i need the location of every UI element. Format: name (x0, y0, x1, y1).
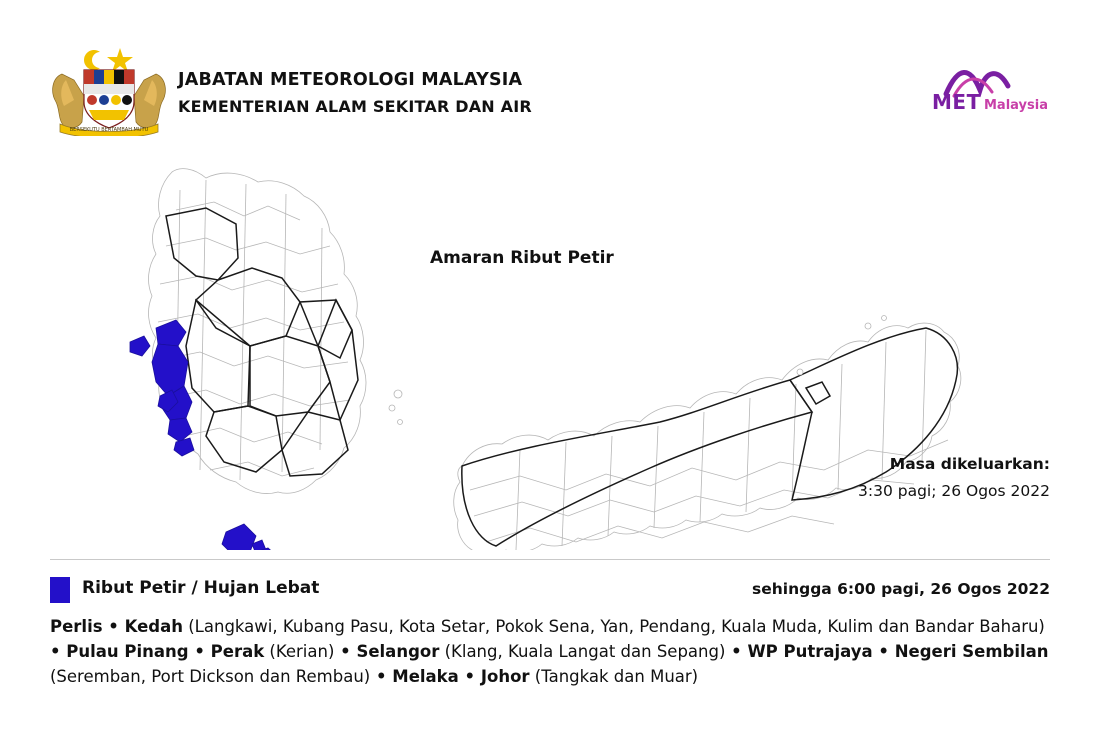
map-title: Amaran Ribut Petir (430, 248, 614, 268)
legend-row (50, 575, 1050, 605)
east-malaysia (454, 316, 961, 551)
legend-label: Ribut Petir / Hujan Lebat (82, 578, 320, 598)
area-state-name: WP Putrajaya (747, 642, 873, 661)
area-districts: (Klang, Kuala Langat dan Sepang) (439, 642, 726, 661)
area-state-name: Pulau Pinang (66, 642, 189, 661)
area-separator: • (370, 667, 393, 686)
affected-areas-list (50, 614, 1051, 689)
section-divider (50, 559, 1050, 560)
brand-malaysia-text: Malaysia (984, 98, 1048, 113)
area-separator: • (188, 642, 211, 661)
east-coast-islands (389, 390, 403, 425)
area-state-name: Perak (210, 642, 265, 661)
legend-valid-until: sehingga 6:00 pagi, 26 Ogos 2022 (751, 580, 1050, 598)
area-state-name: Johor (480, 667, 530, 686)
area-separator: • (102, 617, 125, 636)
svg-text:BERSEKUTU BERTAMBAH MUTU: BERSEKUTU BERTAMBAH MUTU (69, 127, 149, 133)
org-title: JABATAN METEOROLOGI MALAYSIA (178, 70, 523, 90)
brand-met-text: MET (932, 90, 981, 114)
malaysia-warning-map (0, 150, 1100, 550)
area-state-name: Negeri Sembilan (894, 642, 1049, 661)
area-state-name: Melaka (392, 667, 459, 686)
area-separator: • (725, 642, 748, 661)
page-header (0, 0, 1100, 150)
area-state-name: Perlis (50, 617, 103, 636)
area-districts: (Kerian) (264, 642, 335, 661)
issued-time: 3:30 pagi; 26 Ogos 2022 (858, 482, 1050, 500)
area-districts: (Seremban, Port Dickson dan Rembau) (50, 667, 371, 686)
area-separator: • (458, 667, 481, 686)
legend-color-swatch (50, 577, 70, 603)
issued-label: Masa dikeluarkan: (889, 455, 1050, 473)
org-subtitle: KEMENTERIAN ALAM SEKITAR DAN AIR (178, 97, 532, 116)
area-districts: (Langkawi, Kubang Pasu, Kota Setar, Pokok Sena, Yan, Pendang, Kuala Muda, Kulim dan Bandar Baharu) (183, 617, 1045, 636)
area-state-name: Kedah (124, 617, 183, 636)
area-separator: • (872, 642, 895, 661)
peninsular-malaysia (130, 169, 366, 550)
area-districts: (Tangkak dan Muar) (529, 667, 699, 686)
area-state-name: Selangor (356, 642, 440, 661)
area-separator: • (50, 642, 67, 661)
met-malaysia-logo (932, 62, 1052, 118)
malaysia-coat-of-arms-icon (44, 40, 174, 136)
area-separator: • (334, 642, 357, 661)
